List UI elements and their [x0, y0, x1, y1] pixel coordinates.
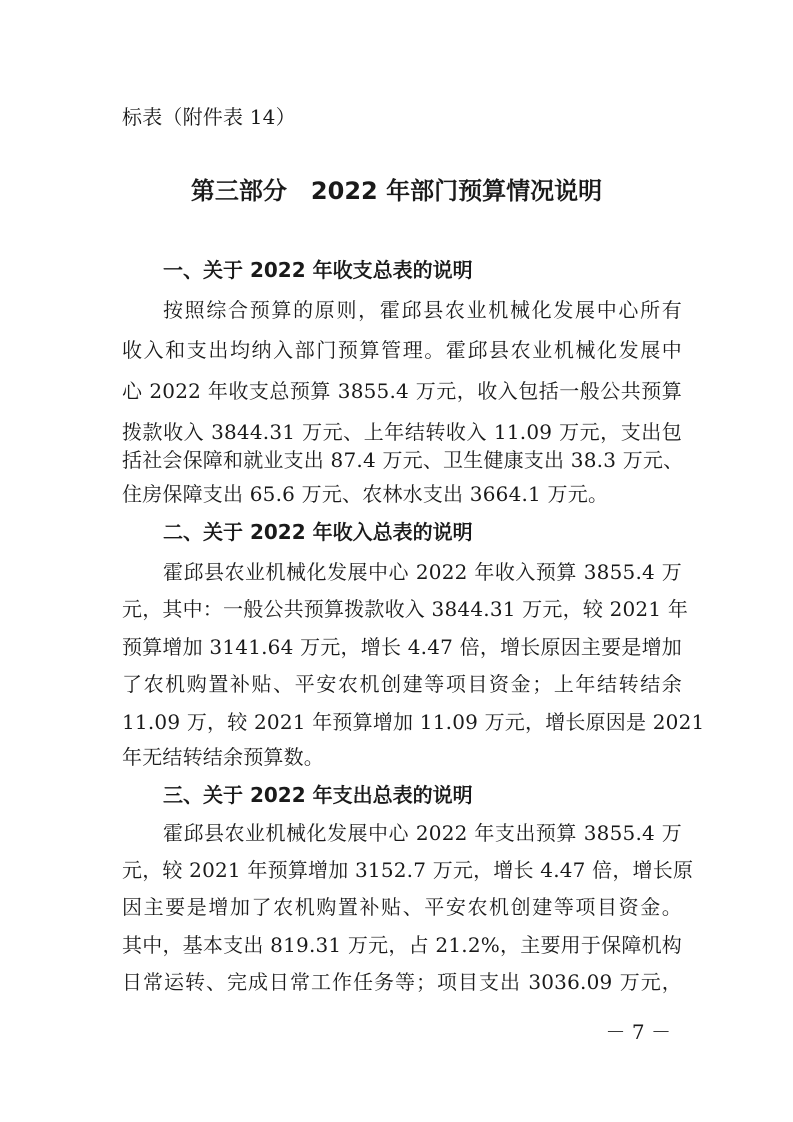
paragraph-line: 了农机购置补贴、平安农机创建等项目资金；上年结转结余: [122, 672, 682, 696]
paragraph-line: 元，较 2021 年预算增加 3152.7 万元，增长 4.47 倍，增长原: [122, 858, 694, 882]
paragraph-line: 拨款收入 3844.31 万元、上年结转收入 11.09 万元，支出包: [122, 420, 682, 444]
paragraph-line: 因主要是增加了农机购置补贴、平安农机创建等项目资金。: [122, 895, 682, 919]
paragraph-line: 括社会保障和就业支出 87.4 万元、卫生健康支出 38.3 万元、: [122, 448, 684, 472]
page-number: － 7 －: [605, 1020, 671, 1044]
paragraph-line: 元，其中：一般公共预算拨款收入 3844.31 万元，较 2021 年: [122, 597, 689, 621]
page-title: 第三部分 2022 年部门预算情况说明: [190, 177, 603, 205]
section-heading-1: 一、关于 2022 年收支总表的说明: [163, 258, 473, 282]
paragraph-line: 预算增加 3141.64 万元，增长 4.47 倍，增长原因主要是增加: [122, 635, 682, 659]
section-heading-2: 二、关于 2022 年收入总表的说明: [163, 520, 473, 544]
paragraph-line: 年无结转结余预算数。: [122, 745, 324, 769]
paragraph-line: 收入和支出均纳入部门预算管理。霍邱县农业机械化发展中: [122, 338, 682, 362]
paragraph-line: 11.09 万，较 2021 年预算增加 11.09 万元，增长原因是 2021: [122, 710, 705, 734]
paragraph-line: 按照综合预算的原则，霍邱县农业机械化发展中心所有: [163, 298, 682, 322]
paragraph-line: 霍邱县农业机械化发展中心 2022 年收入预算 3855.4 万: [163, 560, 682, 584]
paragraph-line: 霍邱县农业机械化发展中心 2022 年支出预算 3855.4 万: [163, 821, 682, 845]
paragraph-line: 日常运转、完成日常工作任务等；项目支出 3036.09 万元，: [122, 970, 682, 994]
paragraph-line: 心 2022 年收支总预算 3855.4 万元，收入包括一般公共预算: [122, 379, 682, 403]
paragraph-line: 其中，基本支出 819.31 万元，占 21.2%，主要用于保障机构: [122, 933, 682, 957]
top-line: 标表（附件表 14）: [122, 105, 296, 129]
section-heading-3: 三、关于 2022 年支出总表的说明: [163, 783, 473, 807]
paragraph-line: 住房保障支出 65.6 万元、农林水支出 3664.1 万元。: [122, 482, 609, 506]
